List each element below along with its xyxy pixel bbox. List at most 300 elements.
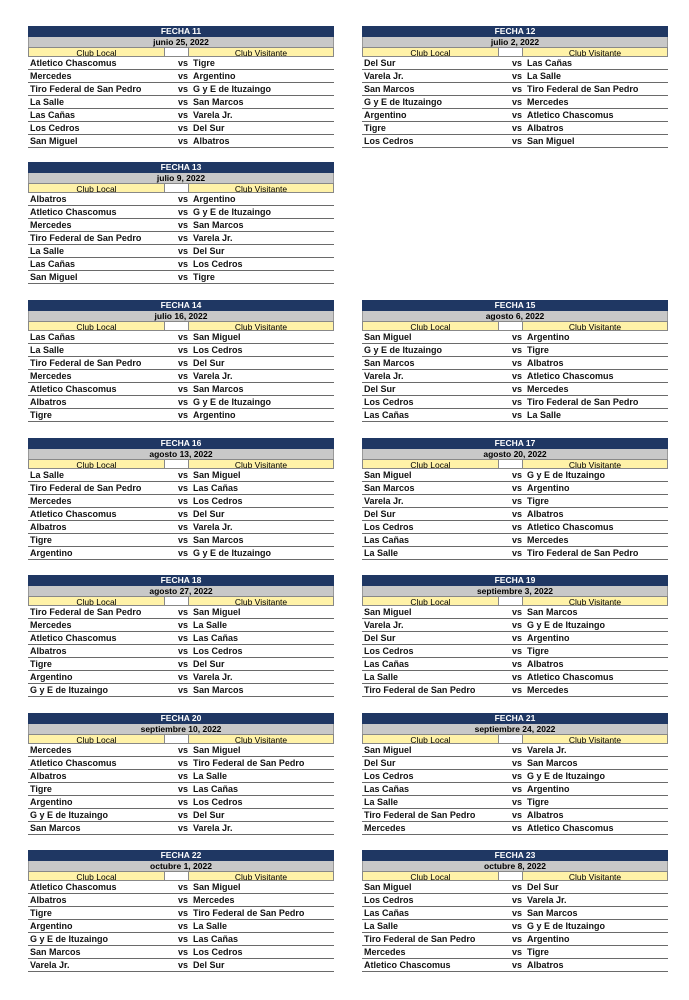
match-row [28,57,334,70]
home-team: San Miguel [364,607,412,617]
col-spacer [499,459,522,469]
vs-label: vs [177,483,188,493]
col-visitante-header: Club Visitante [188,596,334,606]
away-team: Tigre [527,947,549,957]
col-spacer [165,596,188,606]
home-team: Albatros [30,397,67,407]
home-team: Varela Jr. [364,620,404,630]
col-visitante-header: Club Visitante [522,871,668,881]
home-team: Atletico Chascomus [30,509,117,519]
match-row [362,933,668,946]
match-row [28,245,334,258]
home-team: Las Cañas [364,784,410,794]
home-team: Varela Jr. [364,71,404,81]
fecha-date: septiembre 10, 2022 [28,724,334,734]
vs-label: vs [511,672,522,682]
vs-label: vs [511,136,522,146]
home-team: Del Sur [364,58,396,68]
home-team: Las Cañas [30,259,76,269]
col-local-header: Club Local [362,734,499,744]
match-row [28,933,334,946]
column-headers [28,596,334,606]
match-row [362,469,668,482]
match-row [28,482,334,495]
fecha-block [28,438,334,560]
fecha-block [28,850,334,972]
match-row [362,357,668,370]
away-team: Varela Jr. [193,233,233,243]
vs-label: vs [511,823,522,833]
home-team: Los Cedros [364,522,414,532]
away-team: Varela Jr. [527,895,567,905]
vs-label: vs [511,895,522,905]
away-team: San Marcos [193,220,244,230]
vs-label: vs [177,659,188,669]
match-row [28,959,334,972]
col-local-header: Club Local [362,321,499,331]
col-local-header: Club Local [362,47,499,57]
fecha-date: octubre 1, 2022 [28,861,334,871]
away-team: G y E de Ituzaingo [527,771,606,781]
home-team: Tigre [364,123,386,133]
away-team: Del Sur [193,246,225,256]
home-team: San Marcos [30,823,81,833]
vs-label: vs [177,784,188,794]
away-team: Del Sur [193,123,225,133]
away-team: Argentino [527,934,570,944]
match-row [362,547,668,560]
away-team: Varela Jr. [193,371,233,381]
col-visitante-header: Club Visitante [188,321,334,331]
fecha-title: FECHA 19 [362,575,668,586]
column-headers [28,459,334,469]
match-row [362,658,668,671]
fecha-date: agosto 6, 2022 [362,311,668,321]
vs-label: vs [177,934,188,944]
vs-label: vs [511,123,522,133]
vs-label: vs [177,136,188,146]
match-row [28,894,334,907]
match-row [28,370,334,383]
match-row [28,534,334,547]
match-row [362,796,668,809]
match-row [362,822,668,835]
match-row [362,331,668,344]
match-row [28,219,334,232]
vs-label: vs [511,470,522,480]
home-team: Mercedes [364,947,406,957]
home-team: Atletico Chascomus [364,960,451,970]
fecha-date: octubre 8, 2022 [362,861,668,871]
home-team: G y E de Ituzaingo [30,685,109,695]
home-team: San Miguel [30,272,78,282]
col-visitante-header: Club Visitante [188,459,334,469]
match-row [28,344,334,357]
vs-label: vs [177,496,188,506]
home-team: Mercedes [30,71,72,81]
home-team: La Salle [364,797,399,807]
away-team: Albatros [527,509,564,519]
vs-label: vs [177,358,188,368]
home-team: Tigre [30,784,52,794]
away-team: Argentino [527,633,570,643]
away-team: Las Cañas [193,483,239,493]
home-team: Mercedes [30,620,72,630]
vs-label: vs [511,960,522,970]
fecha-block [362,850,668,972]
away-team: San Marcos [193,384,244,394]
away-team: Tiro Federal de San Pedro [193,758,305,768]
away-team: Tiro Federal de San Pedro [527,548,639,558]
vs-label: vs [511,607,522,617]
home-team: Los Cedros [30,123,80,133]
away-team: San Miguel [193,882,241,892]
away-team: G y E de Ituzaingo [193,207,272,217]
away-team: Las Cañas [193,633,239,643]
col-spacer [499,871,522,881]
away-team: San Marcos [527,758,578,768]
col-spacer [165,183,188,193]
away-team: Del Sur [193,509,225,519]
col-spacer [499,734,522,744]
fecha-title: FECHA 16 [28,438,334,449]
column-headers [362,459,668,469]
away-team: Las Cañas [193,934,239,944]
away-team: San Marcos [193,535,244,545]
vs-label: vs [511,934,522,944]
away-team: La Salle [193,620,228,630]
away-team: Tigre [527,646,549,656]
match-row [362,508,668,521]
col-local-header: Club Local [362,871,499,881]
match-row [362,920,668,933]
vs-label: vs [177,71,188,81]
match-row [28,122,334,135]
fecha-block [362,300,668,422]
match-row [28,770,334,783]
home-team: Los Cedros [364,136,414,146]
vs-label: vs [177,332,188,342]
match-row [362,122,668,135]
vs-label: vs [511,358,522,368]
col-visitante-header: Club Visitante [522,47,668,57]
vs-label: vs [511,332,522,342]
col-local-header: Club Local [28,47,165,57]
away-team: Mercedes [193,895,235,905]
away-team: Atletico Chascomus [527,371,614,381]
home-team: Del Sur [364,509,396,519]
vs-label: vs [177,58,188,68]
away-team: San Miguel [193,607,241,617]
match-row [362,83,668,96]
home-team: Del Sur [364,758,396,768]
match-row [362,671,668,684]
vs-label: vs [177,246,188,256]
home-team: La Salle [30,97,65,107]
home-team: Mercedes [364,823,406,833]
home-team: San Miguel [364,470,412,480]
match-row [362,645,668,658]
vs-label: vs [177,895,188,905]
match-row [362,744,668,757]
match-row [362,521,668,534]
home-team: G y E de Ituzaingo [30,934,109,944]
match-row [28,822,334,835]
match-row [362,344,668,357]
match-row [362,881,668,894]
vs-label: vs [177,672,188,682]
vs-label: vs [511,71,522,81]
match-row [28,193,334,206]
away-team: Albatros [527,659,564,669]
home-team: Varela Jr. [364,496,404,506]
away-team: Atletico Chascomus [527,823,614,833]
vs-label: vs [511,771,522,781]
match-row [362,783,668,796]
away-team: Argentino [193,194,236,204]
home-team: San Marcos [364,483,415,493]
match-row [28,783,334,796]
fecha-title: FECHA 11 [28,26,334,37]
away-team: Tigre [527,496,549,506]
away-team: Tigre [193,58,215,68]
fecha-block [362,26,668,148]
column-headers [28,183,334,193]
away-team: San Marcos [527,607,578,617]
home-team: Argentino [30,672,73,682]
col-local-header: Club Local [28,321,165,331]
home-team: San Marcos [364,358,415,368]
vs-label: vs [177,548,188,558]
home-team: La Salle [364,672,399,682]
column-headers [362,871,668,881]
match-row [362,907,668,920]
column-headers [362,47,668,57]
away-team: G y E de Ituzaingo [193,548,272,558]
vs-label: vs [177,371,188,381]
home-team: San Miguel [364,882,412,892]
home-team: Tiro Federal de San Pedro [364,810,476,820]
match-row [362,684,668,697]
away-team: Argentino [527,784,570,794]
match-row [362,757,668,770]
home-team: Los Cedros [364,397,414,407]
away-team: San Miguel [527,136,575,146]
col-spacer [165,47,188,57]
home-team: G y E de Ituzaingo [364,345,443,355]
col-visitante-header: Club Visitante [522,596,668,606]
away-team: San Marcos [527,908,578,918]
away-team: Atletico Chascomus [527,110,614,120]
col-visitante-header: Club Visitante [188,183,334,193]
col-visitante-header: Club Visitante [188,47,334,57]
vs-label: vs [511,882,522,892]
vs-label: vs [177,123,188,133]
home-team: Atletico Chascomus [30,207,117,217]
vs-label: vs [177,607,188,617]
home-team: La Salle [30,246,65,256]
away-team: Las Cañas [527,58,573,68]
home-team: San Marcos [30,947,81,957]
col-local-header: Club Local [362,459,499,469]
match-row [28,206,334,219]
home-team: Mercedes [30,371,72,381]
away-team: Varela Jr. [527,745,567,755]
away-team: Tigre [527,345,549,355]
match-row [362,959,668,972]
home-team: La Salle [364,921,399,931]
fecha-title: FECHA 18 [28,575,334,586]
vs-label: vs [177,194,188,204]
fecha-date: agosto 27, 2022 [28,586,334,596]
col-local-header: Club Local [28,734,165,744]
vs-label: vs [177,272,188,282]
home-team: Los Cedros [364,895,414,905]
col-spacer [499,596,522,606]
vs-label: vs [511,397,522,407]
vs-label: vs [177,797,188,807]
col-local-header: Club Local [362,596,499,606]
home-team: La Salle [364,548,399,558]
home-team: Las Cañas [364,908,410,918]
vs-label: vs [511,84,522,94]
vs-label: vs [177,233,188,243]
match-row [28,684,334,697]
away-team: Albatros [193,136,230,146]
vs-label: vs [511,797,522,807]
away-team: Tiro Federal de San Pedro [193,908,305,918]
fecha-title: FECHA 12 [362,26,668,37]
match-row [28,409,334,422]
home-team: Tiro Federal de San Pedro [30,607,142,617]
fecha-date: agosto 20, 2022 [362,449,668,459]
away-team: Tiro Federal de San Pedro [527,84,639,94]
match-row [362,409,668,422]
home-team: Argentino [30,921,73,931]
away-team: Los Cedros [193,259,243,269]
fecha-block [28,300,334,422]
match-row [28,907,334,920]
match-row [362,606,668,619]
match-row [28,232,334,245]
vs-label: vs [511,659,522,669]
match-row [28,383,334,396]
fecha-title: FECHA 21 [362,713,668,724]
col-local-header: Club Local [28,596,165,606]
home-team: Argentino [30,548,73,558]
vs-label: vs [511,947,522,957]
away-team: Los Cedros [193,947,243,957]
home-team: Los Cedros [364,771,414,781]
vs-label: vs [177,384,188,394]
match-row [28,881,334,894]
fecha-date: septiembre 3, 2022 [362,586,668,596]
match-row [28,495,334,508]
col-spacer [165,734,188,744]
match-row [362,894,668,907]
away-team: La Salle [193,921,228,931]
col-spacer [165,459,188,469]
vs-label: vs [177,633,188,643]
match-row [28,658,334,671]
match-row [362,135,668,148]
home-team: Mercedes [30,220,72,230]
vs-label: vs [177,685,188,695]
home-team: Las Cañas [364,410,410,420]
match-row [28,796,334,809]
vs-label: vs [177,882,188,892]
match-row [28,946,334,959]
home-team: Varela Jr. [364,371,404,381]
vs-label: vs [511,496,522,506]
vs-label: vs [511,345,522,355]
away-team: Argentino [527,332,570,342]
vs-label: vs [177,397,188,407]
away-team: La Salle [527,71,562,81]
match-row [28,645,334,658]
away-team: San Marcos [193,97,244,107]
away-team: Varela Jr. [193,823,233,833]
match-row [362,632,668,645]
home-team: G y E de Ituzaingo [30,810,109,820]
match-row [28,271,334,284]
away-team: Los Cedros [193,646,243,656]
home-team: Albatros [30,646,67,656]
col-spacer [165,871,188,881]
home-team: Tiro Federal de San Pedro [30,358,142,368]
home-team: La Salle [30,345,65,355]
vs-label: vs [511,810,522,820]
column-headers [28,871,334,881]
match-row [362,396,668,409]
vs-label: vs [177,646,188,656]
home-team: Atletico Chascomus [30,384,117,394]
col-spacer [499,47,522,57]
fecha-title: FECHA 20 [28,713,334,724]
col-visitante-header: Club Visitante [522,459,668,469]
away-team: G y E de Ituzaingo [527,470,606,480]
column-headers [28,47,334,57]
home-team: Mercedes [30,745,72,755]
home-team: La Salle [30,470,65,480]
match-row [28,744,334,757]
home-team: G y E de Ituzaingo [364,97,443,107]
col-spacer [499,321,522,331]
home-team: Albatros [30,771,67,781]
match-row [362,70,668,83]
match-row [362,370,668,383]
away-team: Atletico Chascomus [527,522,614,532]
fecha-block [28,713,334,835]
vs-label: vs [511,758,522,768]
column-headers [28,321,334,331]
vs-label: vs [511,908,522,918]
home-team: Tiro Federal de San Pedro [30,233,142,243]
home-team: Tiro Federal de San Pedro [364,685,476,695]
match-row [362,809,668,822]
away-team: Mercedes [527,97,569,107]
vs-label: vs [177,207,188,217]
home-team: San Miguel [364,332,412,342]
away-team: Los Cedros [193,496,243,506]
fecha-title: FECHA 15 [362,300,668,311]
home-team: San Marcos [364,84,415,94]
vs-label: vs [511,384,522,394]
home-team: Mercedes [30,496,72,506]
vs-label: vs [511,535,522,545]
fecha-title: FECHA 17 [362,438,668,449]
match-row [362,770,668,783]
